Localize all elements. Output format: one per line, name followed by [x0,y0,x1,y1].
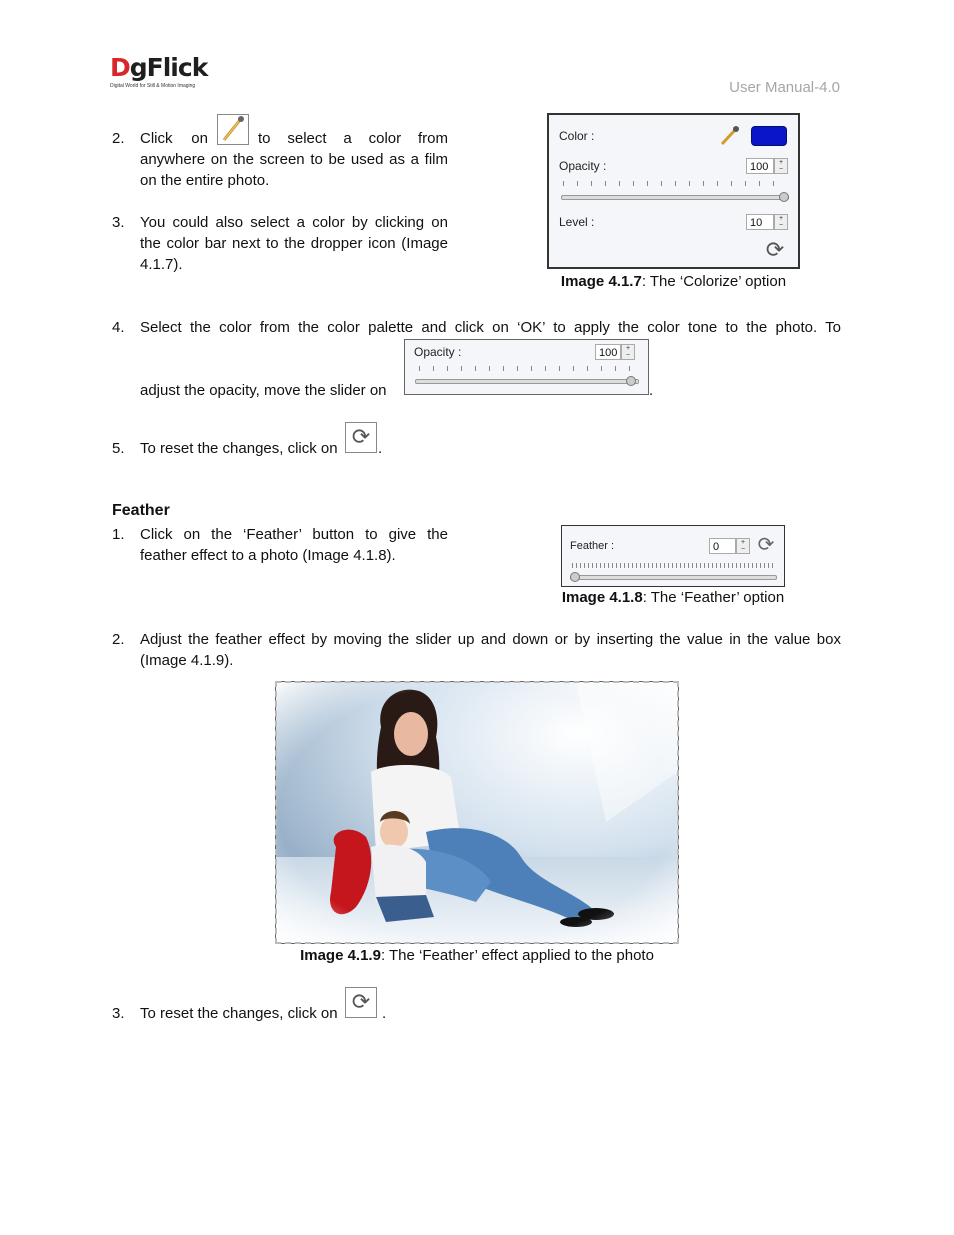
feather-step-2-line-1: Adjust the feather effect by moving the slider up and down or by inserting the value in the value box [140,631,841,648]
feather-panel [561,525,785,587]
color-label: Color : [559,129,595,143]
step-number: 3. [112,1005,125,1022]
eyedropper-icon[interactable] [719,125,741,147]
caption-label: Image 4.1.7 [560,273,642,290]
opacity-slider[interactable] [415,379,639,384]
feather-step-3-text: To reset the changes, click on [140,1005,338,1022]
feathered-photo [275,681,679,944]
step-4-line-1: Select the color from the color palette and click on ‘OK’ to apply the color tone to the photo. To [140,319,841,336]
logo-wordmark: DgFlick [110,53,208,82]
step-text-continued: to select a color from anywhere on the screen to be used as a film on the entire photo. [140,130,448,189]
reset-icon[interactable]: ⟳ [345,987,377,1018]
step-2-text [140,128,448,191]
opacity-stepper[interactable]: + − [774,158,788,174]
opacity-value-input[interactable]: 100 [746,158,774,174]
caption-label: Image 4.1.8 [561,589,643,606]
step-number: 1. [112,526,125,543]
photo-illustration [276,682,678,943]
feather-slider-handle[interactable] [570,572,580,582]
step-number: 2. [112,130,125,147]
opacity-ticks [563,181,787,186]
step-text: Click on [140,130,208,147]
feather-step-2-line-2: (Image 4.1.9). [140,652,234,669]
level-label: Level : [559,215,595,229]
dgflick-logo [110,55,220,95]
figure-caption-4-1-7 [547,273,800,290]
step-4-tail: . [649,382,654,399]
caption-text: : The ‘Feather’ effect applied to the photo [380,947,654,964]
opacity-slider-handle[interactable] [779,192,789,202]
caption-text: : The ‘Colorize’ option [641,273,787,290]
step-number: 5. [112,440,125,457]
feather-value-input[interactable]: 0 [709,538,736,554]
opacity-slider-handle[interactable] [626,376,636,386]
color-swatch[interactable] [751,126,787,146]
opacity-slider[interactable] [561,195,789,200]
feather-label: Feather : [570,540,615,552]
caption-text: : The ‘Feather’ option [642,589,785,606]
logo-tagline: Digital World for Still & Motion Imaging [110,83,196,89]
feather-ticks [572,563,776,568]
step-number: 2. [112,631,125,648]
step-3-text: You could also select a color by clicking on the color bar next to the dropper icon (Image 4.1.7). [140,214,448,273]
opacity-label: Opacity : [414,345,462,359]
step-number: 4. [112,319,125,336]
step-number: 3. [112,214,125,231]
colorize-panel [547,113,800,269]
figure-caption-4-1-8 [540,589,806,606]
opacity-label: Opacity : [559,159,607,173]
opacity-strip [404,339,649,395]
opacity-stepper[interactable]: + − [621,344,635,360]
section-heading-feather: Feather [112,502,170,519]
step-5-tail: . [378,440,383,457]
feather-step-3-tail: . [382,1005,387,1022]
reset-icon[interactable]: ⟳ [345,422,377,453]
figure-caption-4-1-9 [250,947,704,964]
level-stepper[interactable]: + − [774,214,788,230]
reset-icon[interactable]: ⟳ [765,237,785,262]
step-4-line-2: adjust the opacity, move the slider on [140,382,387,399]
caption-label: Image 4.1.9 [300,947,381,964]
opacity-value-input[interactable]: 100 [595,344,621,360]
opacity-ticks [419,366,637,371]
manual-version: User Manual-4.0 [729,79,840,96]
reset-icon[interactable]: ⟳ [757,534,775,556]
level-value-input[interactable]: 10 [746,214,774,230]
feather-stepper[interactable]: + − [736,538,750,554]
feather-slider[interactable] [570,575,777,580]
feather-step-1-text: Click on the ‘Feather’ button to give the feather effect to a photo (Image 4.1.8). [140,526,448,564]
step-5-text: To reset the changes, click on [140,440,338,457]
